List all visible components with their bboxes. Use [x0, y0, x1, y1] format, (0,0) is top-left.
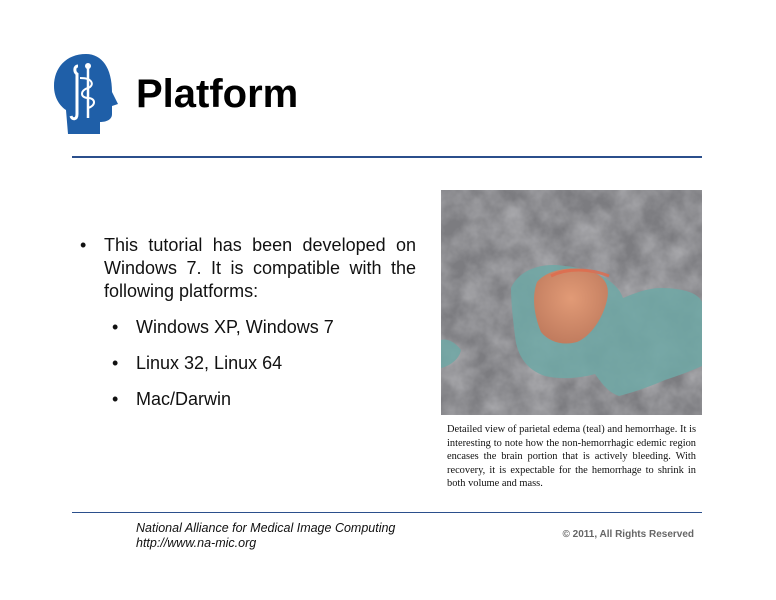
page-title: Platform: [136, 72, 299, 116]
figure-caption: Detailed view of parietal edema (teal) and hemorrhage. It is interesting to note how the non-hemorrhagic edemic region encases the brain portion that is actively bleeding. With recovery, it is expectable for the hemorrhage to shrink in both volume and mass.: [447, 424, 696, 489]
header-divider: [72, 156, 702, 158]
platform-text: Windows XP, Windows 7: [136, 317, 334, 337]
bullet-dot: •: [112, 317, 119, 337]
platform-text: Mac/Darwin: [136, 389, 232, 409]
footer-url[interactable]: http://www.na-mic.org: [136, 536, 257, 550]
bullet-dot: •: [112, 353, 119, 373]
platform-text: Linux 32, Linux 64: [136, 353, 283, 373]
footer-copyright: © 2011, All Rights Reserved: [562, 529, 694, 540]
na-mic-head-logo-icon: [50, 52, 120, 136]
platform-item: [80, 352, 416, 375]
platform-item: [80, 316, 416, 339]
footer-org-block: [136, 521, 395, 551]
platform-item: [80, 388, 416, 411]
bullet-dot: •: [80, 235, 87, 255]
intro-text: This tutorial has been developed on Windows 7. It is compatible with the following platforms:: [104, 235, 416, 301]
bullet-dot: •: [112, 389, 119, 409]
intro-bullet: [80, 234, 416, 303]
brain-edema-image: [441, 190, 702, 415]
footer-divider: [72, 512, 702, 513]
bullet-list: [80, 234, 416, 411]
footer-org: National Alliance for Medical Image Computing: [136, 521, 396, 535]
